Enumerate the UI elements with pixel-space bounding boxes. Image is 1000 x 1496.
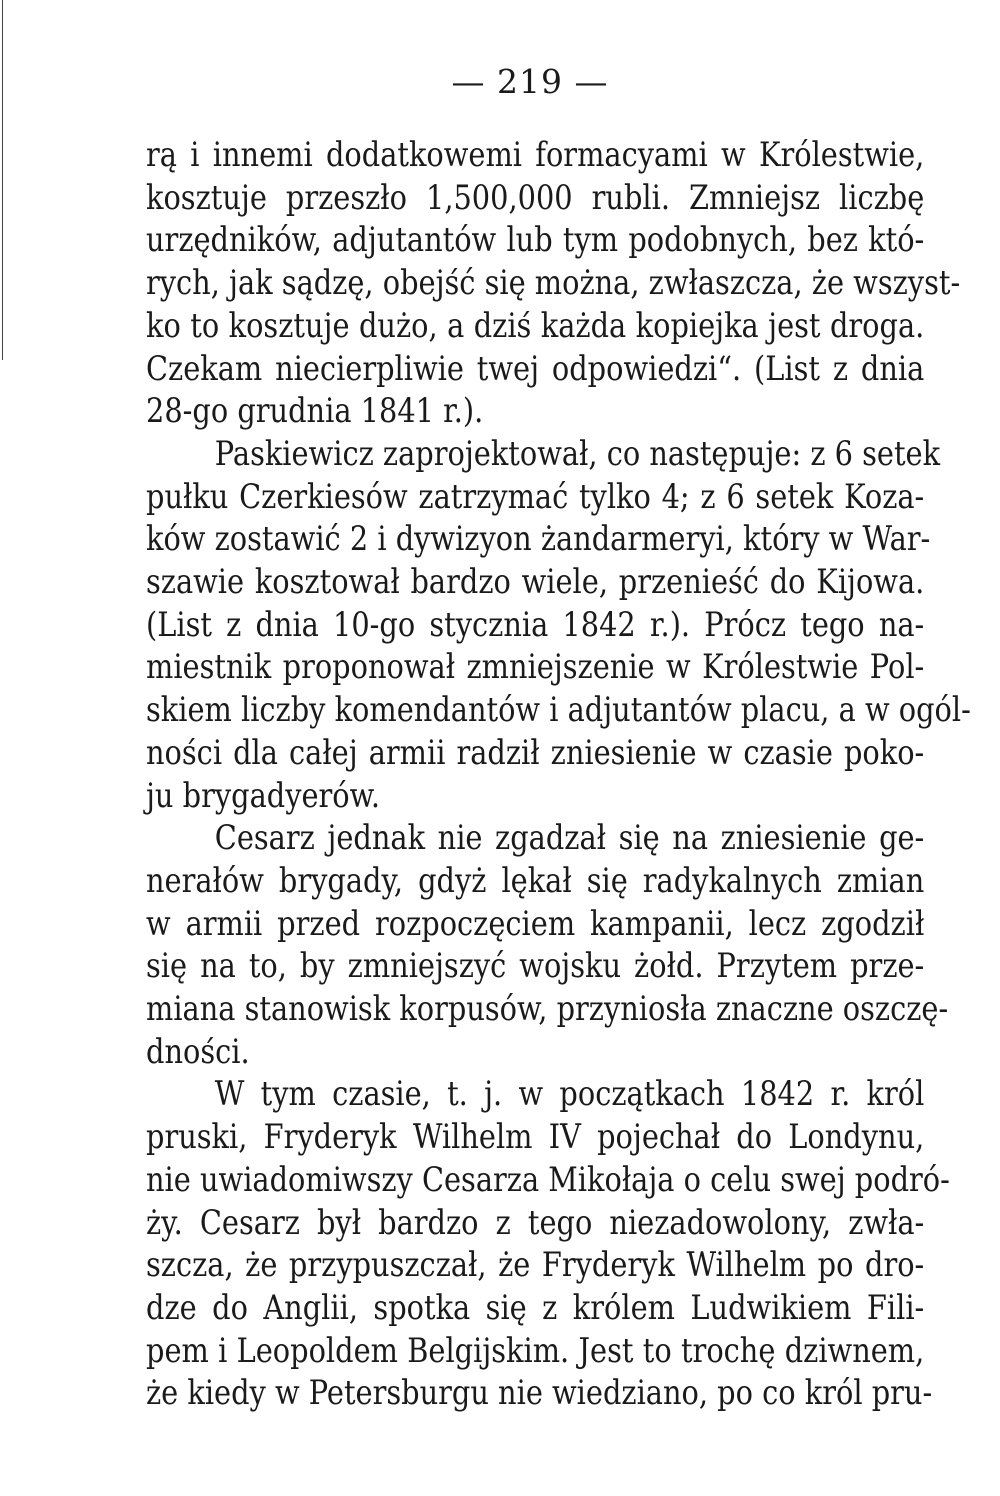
text-line: pułku Czerkiesów zatrzymać tylko 4; z 6 setek Koza- — [146, 476, 925, 516]
text-line: ko to kosztuje dużo, a dziś każda kopiejka jest droga. — [146, 305, 925, 345]
text-line: Czekam niecierpliwie twej odpowiedzi“. (List z dnia — [146, 348, 925, 388]
text-line: miestnik proponował zmniejszenie w Królestwie Pol- — [146, 647, 925, 687]
text-line: się na to, by zmniejszyć wojsku żołd. Przytem prze- — [146, 946, 925, 986]
text-line: miana stanowisk korpusów, przyniosła znaczne oszczę- — [146, 989, 949, 1029]
text-line: Cesarz jednak nie zgadzał się na zniesienie ge- — [214, 818, 925, 858]
text-line: urzędników, adjutantów lub tym podobnych, bez któ- — [146, 220, 925, 260]
text-line: w armii przed rozpoczęciem kampanii, lecz zgodził — [146, 903, 925, 943]
text-line: że kiedy w Petersburgu nie wiedziano, po co król pru- — [146, 1373, 933, 1413]
text-line: dze do Anglii, spotka się z królem Ludwikiem Fili- — [146, 1287, 925, 1327]
scan-margin-line — [2, 0, 3, 360]
text-line: nie uwiadomiwszy Cesarza Mikołaja o celu swej podró- — [146, 1159, 950, 1199]
text-line: rą i innemi dodatkowemi formacyami w Królestwie, — [146, 135, 925, 174]
text-line: skiem liczby komendantów i adjutantów placu, a w ogól- — [146, 690, 971, 730]
text-line: ków zostawić 2 i dywizyon żandarmeryi, który w War- — [146, 519, 931, 559]
text-line: kosztuje przeszło 1,500,000 rubli. Zmniejsz liczbę — [146, 177, 925, 217]
body-text — [146, 134, 971, 1415]
text-line: nerałów brygady, gdyż lękał się radykalnych zmian — [146, 860, 925, 900]
text-line: (List z dnia 10-go stycznia 1842 r.). Prócz tego na- — [146, 604, 925, 644]
text-line: pruski, Fryderyk Wilhelm IV pojechał do Londynu, — [146, 1117, 925, 1157]
text-line: Paskiewicz zaprojektował, co następuje: z 6 setek — [214, 433, 941, 473]
text-line: ży. Cesarz był bardzo z tego niezadowolony, zwła- — [146, 1202, 925, 1242]
text-line: szcza, że przypuszczał, że Fryderyk Wilhelm po dro- — [146, 1245, 925, 1285]
page-number: — 219 — — [451, 62, 609, 101]
text-line: szawie kosztował bardzo wiele, przenieść do Kijowa. — [146, 562, 925, 602]
text-line: rych, jak sądzę, obejść się można, zwłaszcza, że wszyst- — [146, 263, 961, 303]
text-line: ności dla całej armii radził zniesienie w czasie poko- — [146, 732, 925, 772]
text-line: W tym czasie, t. j. w początkach 1842 r. król — [214, 1074, 925, 1114]
text-line: pem i Leopoldem Belgijskim. Jest to trochę dziwnem, — [146, 1330, 925, 1370]
text-line: dności. — [146, 1031, 250, 1071]
text-line: ju brygadyerów. — [146, 775, 381, 815]
text-line: 28-go grudnia 1841 r.). — [146, 391, 484, 431]
